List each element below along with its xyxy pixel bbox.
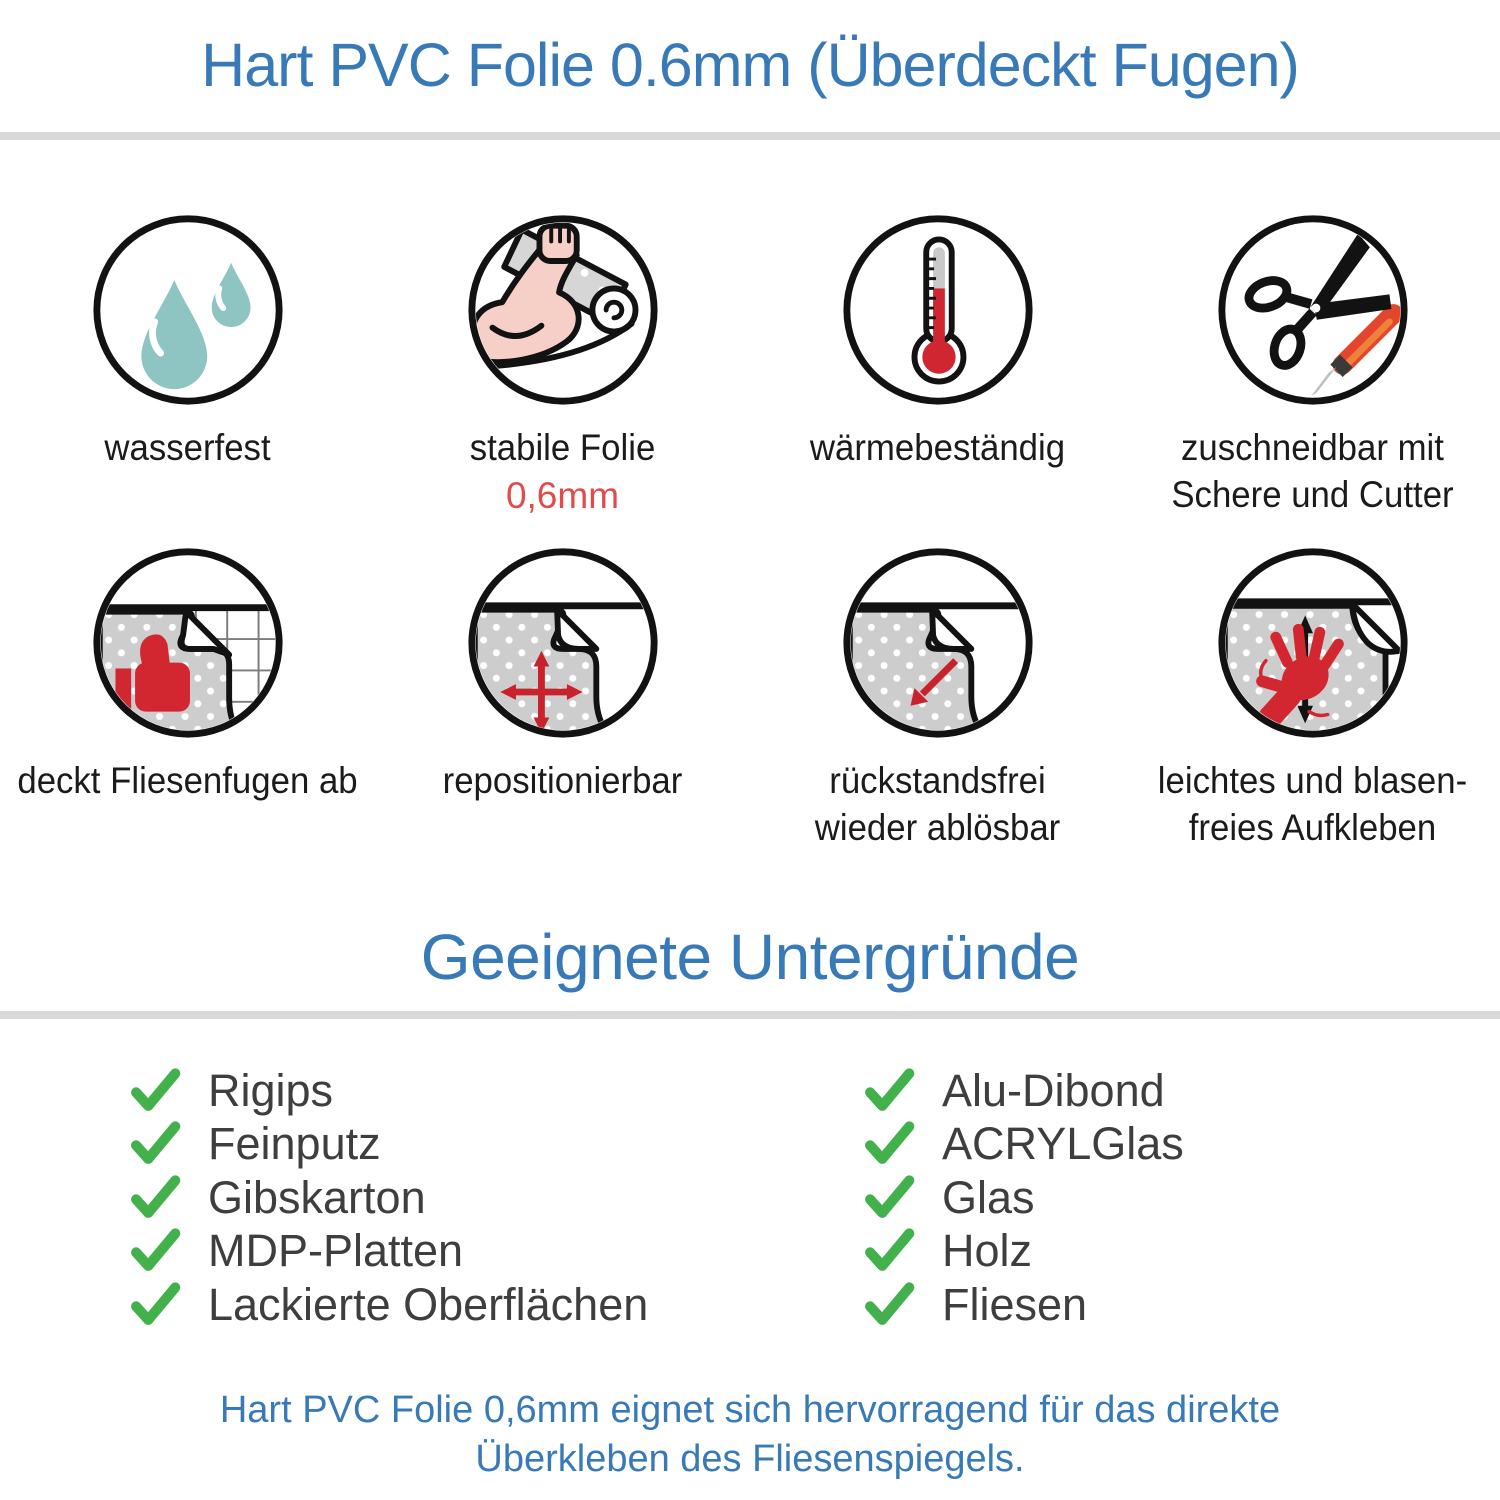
feature-label: rückstandsfrei wieder ablösbar (814, 760, 1061, 849)
check-icon (862, 1117, 916, 1171)
substrate-label: Feinputz (208, 1118, 381, 1170)
check-icon (128, 1278, 182, 1332)
hand-smoothing-foil-icon (1215, 545, 1411, 741)
page-title: Hart PVC Folie 0.6mm (Überdeckt Fugen) (201, 31, 1299, 99)
footer-note (0, 1386, 1500, 1483)
feature-label: deckt Fliesenfugen ab (17, 760, 358, 801)
feature-label: leichtes und blasen- freies Aufkleben (1157, 760, 1468, 849)
substrate-label: Holz (942, 1225, 1033, 1277)
footer-line-1: Hart PVC Folie 0,6mm eignet sich hervorragend für das direkte (219, 1389, 1281, 1431)
list-item (862, 1278, 1184, 1332)
feature-zuschneidbar (1125, 212, 1500, 519)
list-item (862, 1118, 1184, 1172)
footer-line-2: Überkleben des Fliesenspiegels. (475, 1437, 1025, 1480)
list-item (862, 1171, 1184, 1225)
thermometer-icon (840, 212, 1036, 408)
feature-sublabel: 0,6mm (505, 475, 620, 517)
substrate-label: Alu-Dibond (942, 1064, 1165, 1116)
check-icon (128, 1224, 182, 1278)
water-drops-icon (90, 212, 286, 408)
feature-waermebestaendig (750, 212, 1125, 471)
check-icon (128, 1064, 182, 1118)
list-item (128, 1225, 648, 1279)
check-icon (862, 1171, 916, 1225)
top-divider (0, 132, 1500, 140)
mid-divider (0, 1011, 1500, 1019)
thumbs-up-tile-icon (90, 545, 286, 741)
check-icon (862, 1224, 916, 1278)
substrate-label: ACRYLGlas (942, 1118, 1184, 1170)
muscle-arm-foil-icon (465, 212, 661, 408)
substrates-list-right (862, 1064, 1184, 1332)
feature-stabile-folie (375, 212, 750, 517)
substrate-label: Rigips (208, 1064, 334, 1116)
feature-grid (0, 212, 1500, 912)
feature-label: repositionierbar (442, 760, 683, 801)
feature-deckt-fliesenfugen (0, 545, 375, 804)
check-icon (128, 1171, 182, 1225)
list-item (862, 1225, 1184, 1279)
list-item (128, 1278, 648, 1332)
list-item (128, 1064, 648, 1118)
feature-label: wärmebeständig (809, 427, 1066, 468)
substrate-label: Glas (942, 1171, 1035, 1223)
check-icon (862, 1278, 916, 1332)
list-item (128, 1118, 648, 1172)
feature-rueckstandsfrei (750, 545, 1125, 852)
substrates-list-left (128, 1064, 648, 1332)
feature-repositionierbar (375, 545, 750, 804)
substrate-label: Fliesen (942, 1278, 1088, 1330)
feature-label: wasserfest (104, 427, 271, 468)
substrate-label: Gibskarton (208, 1171, 426, 1223)
list-item (128, 1171, 648, 1225)
check-icon (128, 1117, 182, 1171)
substrate-label: Lackierte Oberflächen (208, 1278, 649, 1330)
substrates-heading: Geeignete Untergründe (420, 921, 1080, 993)
move-arrows-foil-icon (465, 545, 661, 741)
feature-blasenfrei-aufkleben (1125, 545, 1500, 852)
feature-label: zuschneidbar mit Schere und Cutter (1171, 427, 1454, 516)
check-icon (862, 1064, 916, 1118)
list-item (862, 1064, 1184, 1118)
peel-arrow-foil-icon (840, 545, 1036, 741)
feature-wasserfest (0, 212, 375, 471)
feature-label: stabile Folie (469, 427, 656, 468)
substrate-label: MDP-Platten (208, 1225, 464, 1277)
scissors-cutter-icon (1215, 212, 1411, 408)
